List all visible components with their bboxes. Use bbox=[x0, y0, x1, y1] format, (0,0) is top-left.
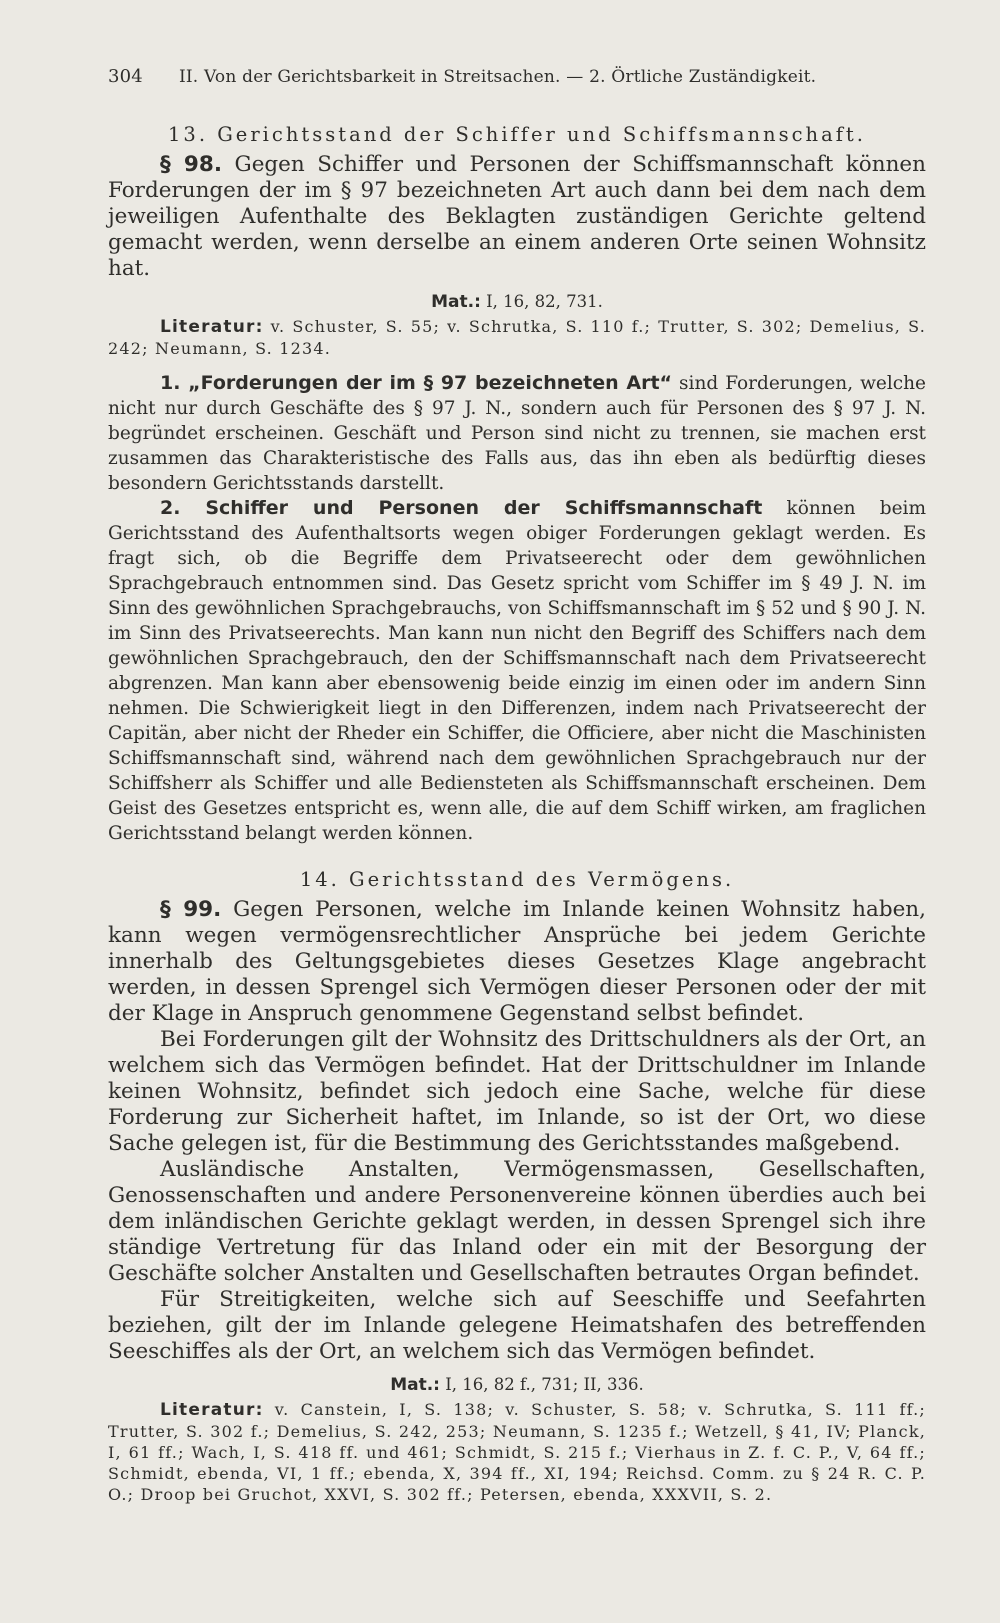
materials-98 bbox=[108, 292, 926, 312]
literature-text: v. Schuster, S. 55; v. Schrutka, S. 110 f.; Trutter, S. 302; Demelius, S. 242; Neumann, S. 1234. bbox=[108, 317, 926, 358]
paragraph-sign-98: § 98. bbox=[160, 152, 222, 177]
paragraph-99-text-1: Gegen Personen, welche im Inlande keinen Wohnsitz haben, kann wegen vermögensrechtlicher Ansprüche bei jedem Gerichte innerhalb des Geltungsgebietes dieses Gesetzes Klage angebracht werden, in dessen Sprengel sich Vermögen dieser Personen oder der mit der Klage in Anspruch genommene Gegenstand selbst befindet. bbox=[108, 897, 926, 1026]
paragraph-99 bbox=[108, 897, 926, 1027]
literature-label: Literatur: bbox=[160, 317, 264, 337]
note-1-lead: 1. „Forderungen der im § 97 bezeichneten Art“ bbox=[160, 372, 673, 394]
paragraph-99-text-2: Bei Forderungen gilt der Wohnsitz des Drittschuldners als der Ort, an welchem sich das Vermögen befindet. Hat der Drittschuldner im Inlande keinen Wohnsitz, befindet sich jedoch eine Sache, welche für diese Forderung zur Sicherheit haftet, im Inlande, so ist der Ort, wo diese Sache gelegen ist, für die Bestimmung des Gerichtsstandes maßgebend. bbox=[108, 1027, 926, 1156]
paragraph-99-text-4: Für Streitigkeiten, welche sich auf Seeschiffe und Seefahrten beziehen, gilt der im Inlande gelegene Heimatshafen des betreffenden Seeschiffes als der Ort, an welchem sich das Vermögen befindet. bbox=[108, 1287, 926, 1364]
paragraph-98 bbox=[108, 152, 926, 282]
running-header bbox=[108, 66, 926, 87]
literature-label: Literatur: bbox=[160, 1400, 264, 1420]
literature-98 bbox=[108, 316, 926, 359]
page-number: 304 bbox=[108, 66, 143, 87]
materials-99 bbox=[108, 1375, 926, 1395]
literature-99 bbox=[108, 1399, 926, 1505]
literature-text: v. Canstein, I, S. 138; v. Schuster, S. 58; v. Schrutka, S. 111 ff.; Trutter, S. 302 f.; Demelius, S. 242, 253; Neumann, S. 1235 f.; Wetzell, § 41, IV; Planck, I, 61 ff.; Wach, I, S. 418 ff. und 461; Schmidt, S. 215 f.; Vierhaus in Z. f. C. P., V, 64 ff.; Schmidt, ebenda, VI, 1 ff.; ebenda, X, 394 ff., XI, 194; Reichsd. Comm. zu § 24 R. C. P. O.; Droop bei Gruchot, XXVI, S. 302 ff.; Petersen, ebenda, XXXVII, S. 2. bbox=[108, 1400, 927, 1504]
note-1-text: sind Forderungen, welche nicht nur durch Geschäfte des § 97 J. N., sondern auch für Personen des § 97 J. N. begründet erscheinen. Geschäft und Person sind nicht zu trennen, sie machen erst zusammen das Charakteristische des Falls aus, das ihn eben als bedürftig dieses besondern Gerichtsstands darstellt. bbox=[108, 373, 926, 494]
paragraph-98-text: Gegen Schiffer und Personen der Schiffsmannschaft können Forderungen der im § 97 bezeichneten Art auch dann bei dem nach dem jeweiligen Aufenthalte des Beklagten zuständigen Gerichte geltend gemacht werden, wenn derselbe an einem anderen Orte seinen Wohnsitz hat. bbox=[108, 152, 926, 281]
paragraph-sign-99: § 99. bbox=[160, 897, 222, 922]
section-heading-13: 13. Gerichtsstand der Schiffer und Schiffsmannschaft. bbox=[168, 123, 866, 146]
note-2-text: können beim Gerichtsstand des Aufenthaltsorts wegen obiger Forderungen geklagt werden. Es fragt sich, ob die Begriffe dem Privatseerecht oder dem gewöhnlichen Sprachgebrauch entnommen sind. Das Gesetz spricht vom Schiffer im § 49 J. N. im Sinn des gewöhnlichen Sprachgebrauchs, von Schiffsmannschaft im § 52 und § 90 J. N. im Sinn des Privatseerechts. Man kann nun nicht den Begriff des Schiffers nach dem gewöhnlichen Sprachgebrauch, den der Schiffsmannschaft nach dem Privatseerecht abgrenzen. Man kann aber ebensowenig beide einzig im einen oder im andern Sinn nehmen. Die Schwierigkeit liegt in den Differenzen, indem nach Privatseerecht der Capitän, aber nicht der Rheder ein Schiffer, die Officiere, aber nicht die Maschinisten Schiffsmannschaft sind, während nach dem gewöhnlichen Sprachgebrauch nur der Schiffsherr als Schiffer und alle Bediensteten als Schiffsmannschaft erscheinen. Dem Geist des Gesetzes entspricht es, wenn alle, die auf dem Schiff wirken, am fraglichen Gerichtsstand belangt werden können. bbox=[108, 498, 927, 844]
materials-label: Mat.: bbox=[431, 292, 481, 312]
materials-label: Mat.: bbox=[390, 1375, 440, 1395]
commentary-note-1 bbox=[108, 371, 926, 496]
note-2-lead: 2. Schiffer und Personen der Schiffsmannschaft bbox=[160, 497, 763, 519]
running-title: II. Von der Gerichtsbarkeit in Streitsachen. — 2. Örtliche Zuständigkeit. bbox=[178, 67, 817, 87]
commentary-note-2 bbox=[108, 496, 926, 846]
materials-text: I, 16, 82 f., 731; II, 336. bbox=[445, 1375, 644, 1394]
section-heading-14: 14. Gerichtsstand des Vermögens. bbox=[299, 868, 735, 891]
paragraph-99-text-3: Ausländische Anstalten, Vermögensmassen, Gesellschaften, Genossenschaften und andere Personenvereine können überdies auch bei dem inländischen Gerichte geklagt werden, in dessen Sprengel sich ihre ständige Vertretung für das Inland oder ein mit der Besorgung der Geschäfte solcher Anstalten und Gesellschaften betrautes Organ befindet. bbox=[108, 1157, 926, 1286]
materials-text: I, 16, 82, 731. bbox=[486, 292, 603, 311]
